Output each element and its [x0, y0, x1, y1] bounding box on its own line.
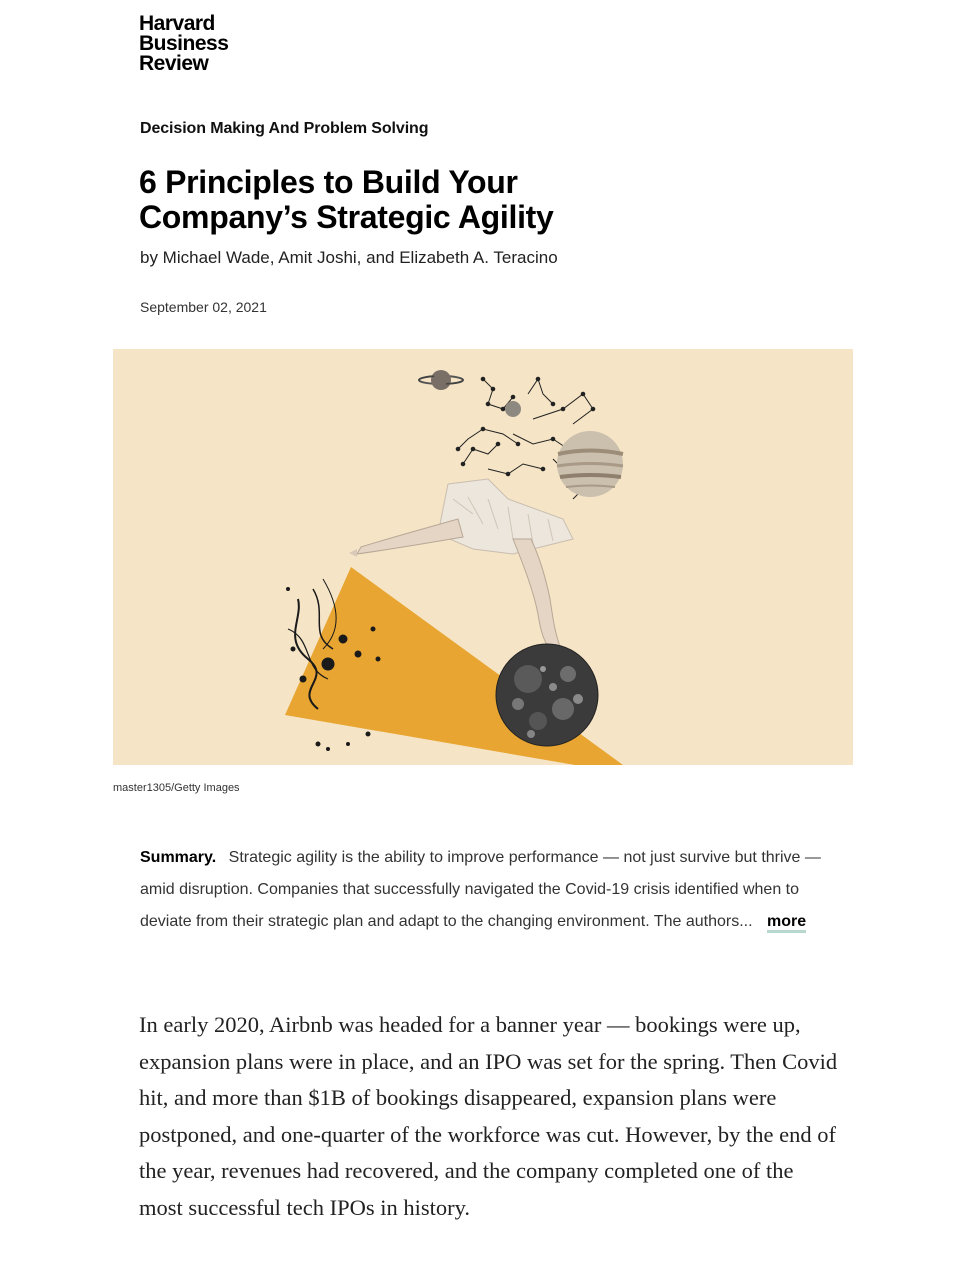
topic-link[interactable]: Decision Making And Problem Solving [140, 120, 429, 137]
hbr-logo[interactable] [139, 14, 228, 74]
article-body-paragraph: In early 2020, Airbnb was headed for a banner year — bookings were up, expansion plans were in place, and an IPO was set for the spring. Then Covid hit, and more than $1B of bookings disappeared, expansion plans were postponed, and one-quarter of the workforce was cut. However, by the end of the year, revenues had recovered, and the company completed one of the most successful tech IPOs in history. [139, 1012, 838, 1220]
logo-line-3: Review [139, 52, 209, 75]
logo-line-1: Harvard [139, 12, 215, 35]
byline: by Michael Wade, Amit Joshi, and Elizabeth A. Teracino [140, 248, 558, 267]
hero-image [113, 349, 853, 765]
full-moon [496, 644, 598, 746]
hero-illustration [113, 349, 853, 765]
more-link[interactable]: more [767, 913, 806, 933]
image-credit: master1305/Getty Images [113, 782, 240, 794]
summary-text: Strategic agility is the ability to improve performance — not just survive but thrive — amid disruption. Companies that successfully navigated the Covid-19 crisis identified when to deviate from their strategic plan and adapt to the changing environment. The authors... [140, 849, 821, 930]
small-planet [505, 401, 521, 417]
article-title [139, 165, 819, 235]
summary-label: Summary. [140, 849, 217, 866]
article-summary [140, 842, 830, 938]
jupiter-planet [557, 431, 623, 497]
logo-line-2: Business [139, 32, 229, 55]
title-line-2: Company’s Strategic Agility [139, 199, 554, 235]
publish-date: September 02, 2021 [140, 299, 267, 315]
title-line-1: 6 Principles to Build Your [139, 164, 518, 200]
